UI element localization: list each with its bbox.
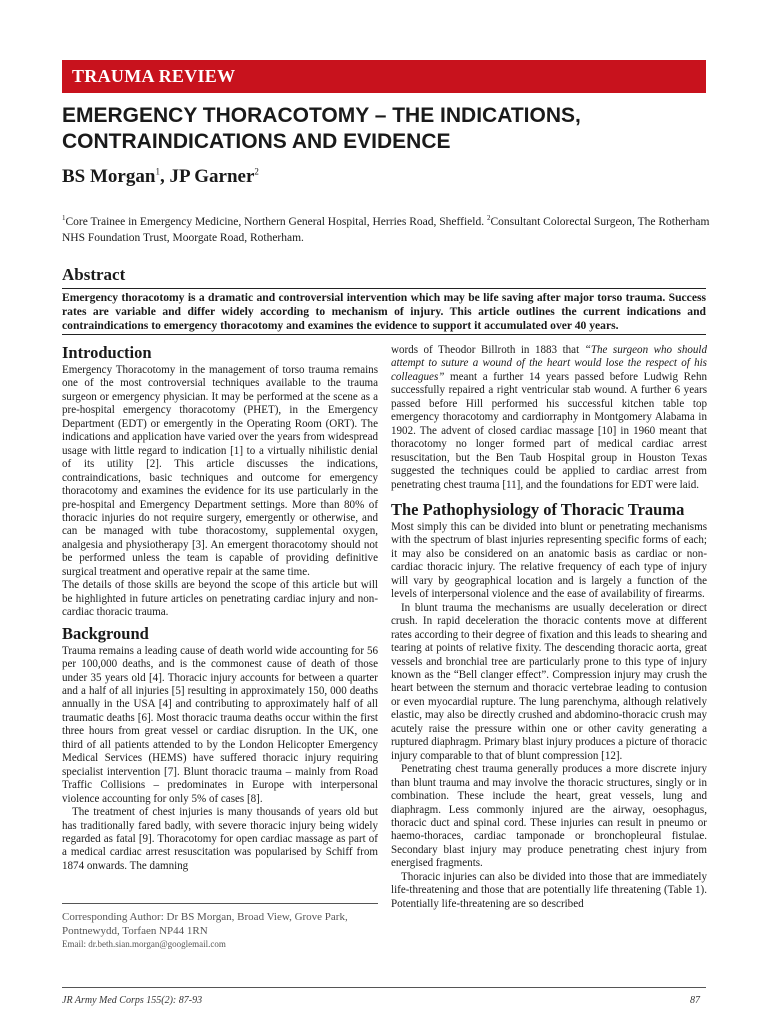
- author-2: JP Garner: [169, 166, 255, 187]
- introduction-heading: Introduction: [62, 343, 152, 362]
- affil-2-mark: 2: [486, 214, 491, 222]
- pathophysiology-paragraph-1: Most simply this can be divided into blunt or penetrating mechanisms with the spectrum of blast injuries representing specific forms of each; it may also be considered on an anatomic basis as cardiac or non-cardiac thoracic injury. The relative frequency of each type of injury will vary by geographical location and is largely a function of the levels of interpersonal violence and the ease of availability of firearms.: [391, 520, 707, 601]
- background-paragraph-2: The treatment of chest injuries is many thousands of years old but has traditionally fared badly, with severe thoracic injury being widely regarded as fatal [9]. Thoracotomy for open cardiac massage as part of a medical cardiac arrest resuscitation was popularised by Schiff from 1874 onwards. The damning: [62, 806, 378, 872]
- introduction-paragraph-2: The details of those skills are beyond the scope of this article but will be highlighted in future articles on penetrating cardiac injury and non-cardiac thoracic trauma.: [62, 579, 378, 619]
- abstract-top-rule: [62, 288, 706, 289]
- pathophysiology-paragraph-3: Penetrating chest trauma generally produces a more discrete injury than blunt trauma and may involve the thoracic structures, singly or in combination. These include the heart, great vessels, lung and diaphragm. Less commonly injured are the airway, oesophagus, thoracic duct and spinal cord. These injuries can result in pneumo or haemo-thoraces, cardiac tamponade or bronchopleural fistulae. Secondary blast injury may produce penetrating chest injury from energised fragments.: [391, 763, 707, 870]
- history-text-b: meant a further 14 years passed before Ludwig Rehn successfully repaired a right ventricular stab wound. A further 6 years passed before Hill performed his successful kitchen table top emergency thoracotomy and cardiorraphy in Montgomery Alabama in 1902. The advent of closed cardiac massage [10] in 1960 meant that thoracotomy no longer formed part of medical cardiac arrest resuscitation, but the Ben Taub Hospital group in Houston Texas suggested the techniques could be applied to cardiac arrest from penetrating chest trauma [11], and the foundations for EDT were laid.: [391, 370, 707, 491]
- history-text-a: words of Theodor Billroth in 1883 that: [391, 344, 585, 356]
- correspondence-block: [62, 911, 382, 952]
- journal-citation: JR Army Med Corps 155(2): 87-93: [62, 995, 203, 1006]
- right-column: [391, 344, 707, 911]
- history-paragraph: [391, 344, 707, 492]
- abstract-text: Emergency thoracotomy is a dramatic and controversial intervention which may be life saving after major torso trauma. Success rates are variable and differ widely according to mechanism of injury. This article outlines the current indications and contraindications to emergency thoracotomy and examines the evidence to support it accumulated over 40 years.: [62, 291, 706, 332]
- abstract-bottom-rule: [62, 334, 706, 335]
- author-list: [62, 166, 259, 188]
- abstract-heading: Abstract: [62, 265, 126, 284]
- billroth-quote: “The surgeon who should attempt to suture a wound of the heart would lose the respect of his colleagues”: [391, 344, 707, 383]
- background-heading: Background: [62, 623, 149, 643]
- article-title: [62, 103, 722, 155]
- introduction-paragraph-1: Emergency Thoracotomy in the management of torso trauma remains one of the most controversial techniques available to the trauma surgeon or emergency physician. It may be performed at the scene as a pre-hospital emergency thoracotomy (PHET), in the Emergency Department (EDT) or emergently in the Operating Room (ORT). The indications and application have varied over the years from widespread usage with little regard to indication [1] to a virtually nihilistic denial of its utility [2]. This article discusses the indications, contraindications, basic techniques and outcome for emergency thoracotomy and examines the evidence for its use particularly in the pre-hospital and Emergency Department settings. More than 80% of thoracic injuries do not require surgery, emergently or otherwise, and can be managed with tube thoracostomy, supplemental oxygen, analgesia and physiotherapy [3]. An emergent thoracotomy should not be performed unless the team is capable of providing definitive surgical treatment and operative repair at the same time.: [62, 364, 378, 578]
- left-column: [62, 344, 378, 873]
- author-1-affil-mark: 1: [155, 166, 160, 177]
- title-line-1: EMERGENCY THORACOTOMY – THE INDICATIONS,: [62, 104, 581, 127]
- background-paragraph-1: Trauma remains a leading cause of death world wide accounting for 56 per 100,000 deaths, and is the commonest cause of death of those under 35 years old [4]. Thoracic injury accounts for between a quarter and a half of all injuries [5] resulting in approximately 150, 000 deaths annually in the USA [4] and contributing to approximately half of all traumatic deaths [6]. Most thoracic trauma deaths occur within the first three hours from great vessel or cardiac disruption. In the UK, one third of all patients attended to by the London Helicopter Emergency Medical Services (HEMS) have suffered thoracic injury requiring specialist intervention [7]. Blunt thoracic trauma – mainly from Road Traffic Collisions – predominates in Europe with interpersonal violence accounting for only 5% of cases [8].: [62, 644, 378, 805]
- corresponding-email: Email: dr.beth.sian.morgan@googlemail.com: [62, 939, 226, 949]
- affil-1-mark: 1: [62, 214, 66, 222]
- affil-1: Core Trainee in Emergency Medicine, Northern General Hospital, Herries Road, Sheffield.: [65, 215, 487, 228]
- corresponding-author: Corresponding Author: Dr BS Morgan, Broad View, Grove Park, Pontnewydd, Torfaen NP44 1RN: [62, 911, 348, 937]
- correspondence-rule: [62, 903, 378, 904]
- affiliations: [62, 210, 710, 246]
- title-line-2: CONTRAINDICATIONS AND EVIDENCE: [62, 130, 451, 153]
- pathophysiology-heading: The Pathophysiology of Thoracic Trauma: [391, 499, 685, 519]
- author-1: BS Morgan: [62, 166, 156, 187]
- footer-rule: [62, 987, 706, 988]
- affil-2: Consultant Colorectal Surgeon, The Rotherham NHS Foundation Trust, Moorgate Road, Rotherham.: [62, 215, 710, 244]
- page-number: 87: [690, 995, 700, 1006]
- pathophysiology-paragraph-4: Thoracic injuries can also be divided into those that are immediately life-threatening and those that are potentially life threatening (Table 1). Potentially life-threatening are so described: [391, 870, 707, 910]
- section-banner: [62, 60, 706, 93]
- author-2-affil-mark: 2: [254, 166, 259, 177]
- section-label: TRAUMA REVIEW: [72, 66, 236, 86]
- author-separator: ,: [159, 166, 170, 187]
- pathophysiology-paragraph-2: In blunt trauma the mechanisms are usually deceleration or direct crush. In rapid deceleration the thoracic contents move at different rates according to their degree of fixation and this leads to shearing and tearing at points of relative fixity. The descending thoracic aorta, great vessels and bronchial tree are particularly prone to this type of injury known as the “Bell clanger effect”. Compression injury may crush the heart between the sternum and thoracic vertebrae leading to contusion or even myocardial rupture. The lung parenchyma, although relatively elastic, may also be directly crushed and abdomino-thoracic crush may acutely raise the pressure within one or other cavity generating a ruptured diaphragm. Primary blast injury produces a picture of thoracic injury comparable to that of blunt compression [12].: [391, 601, 707, 762]
